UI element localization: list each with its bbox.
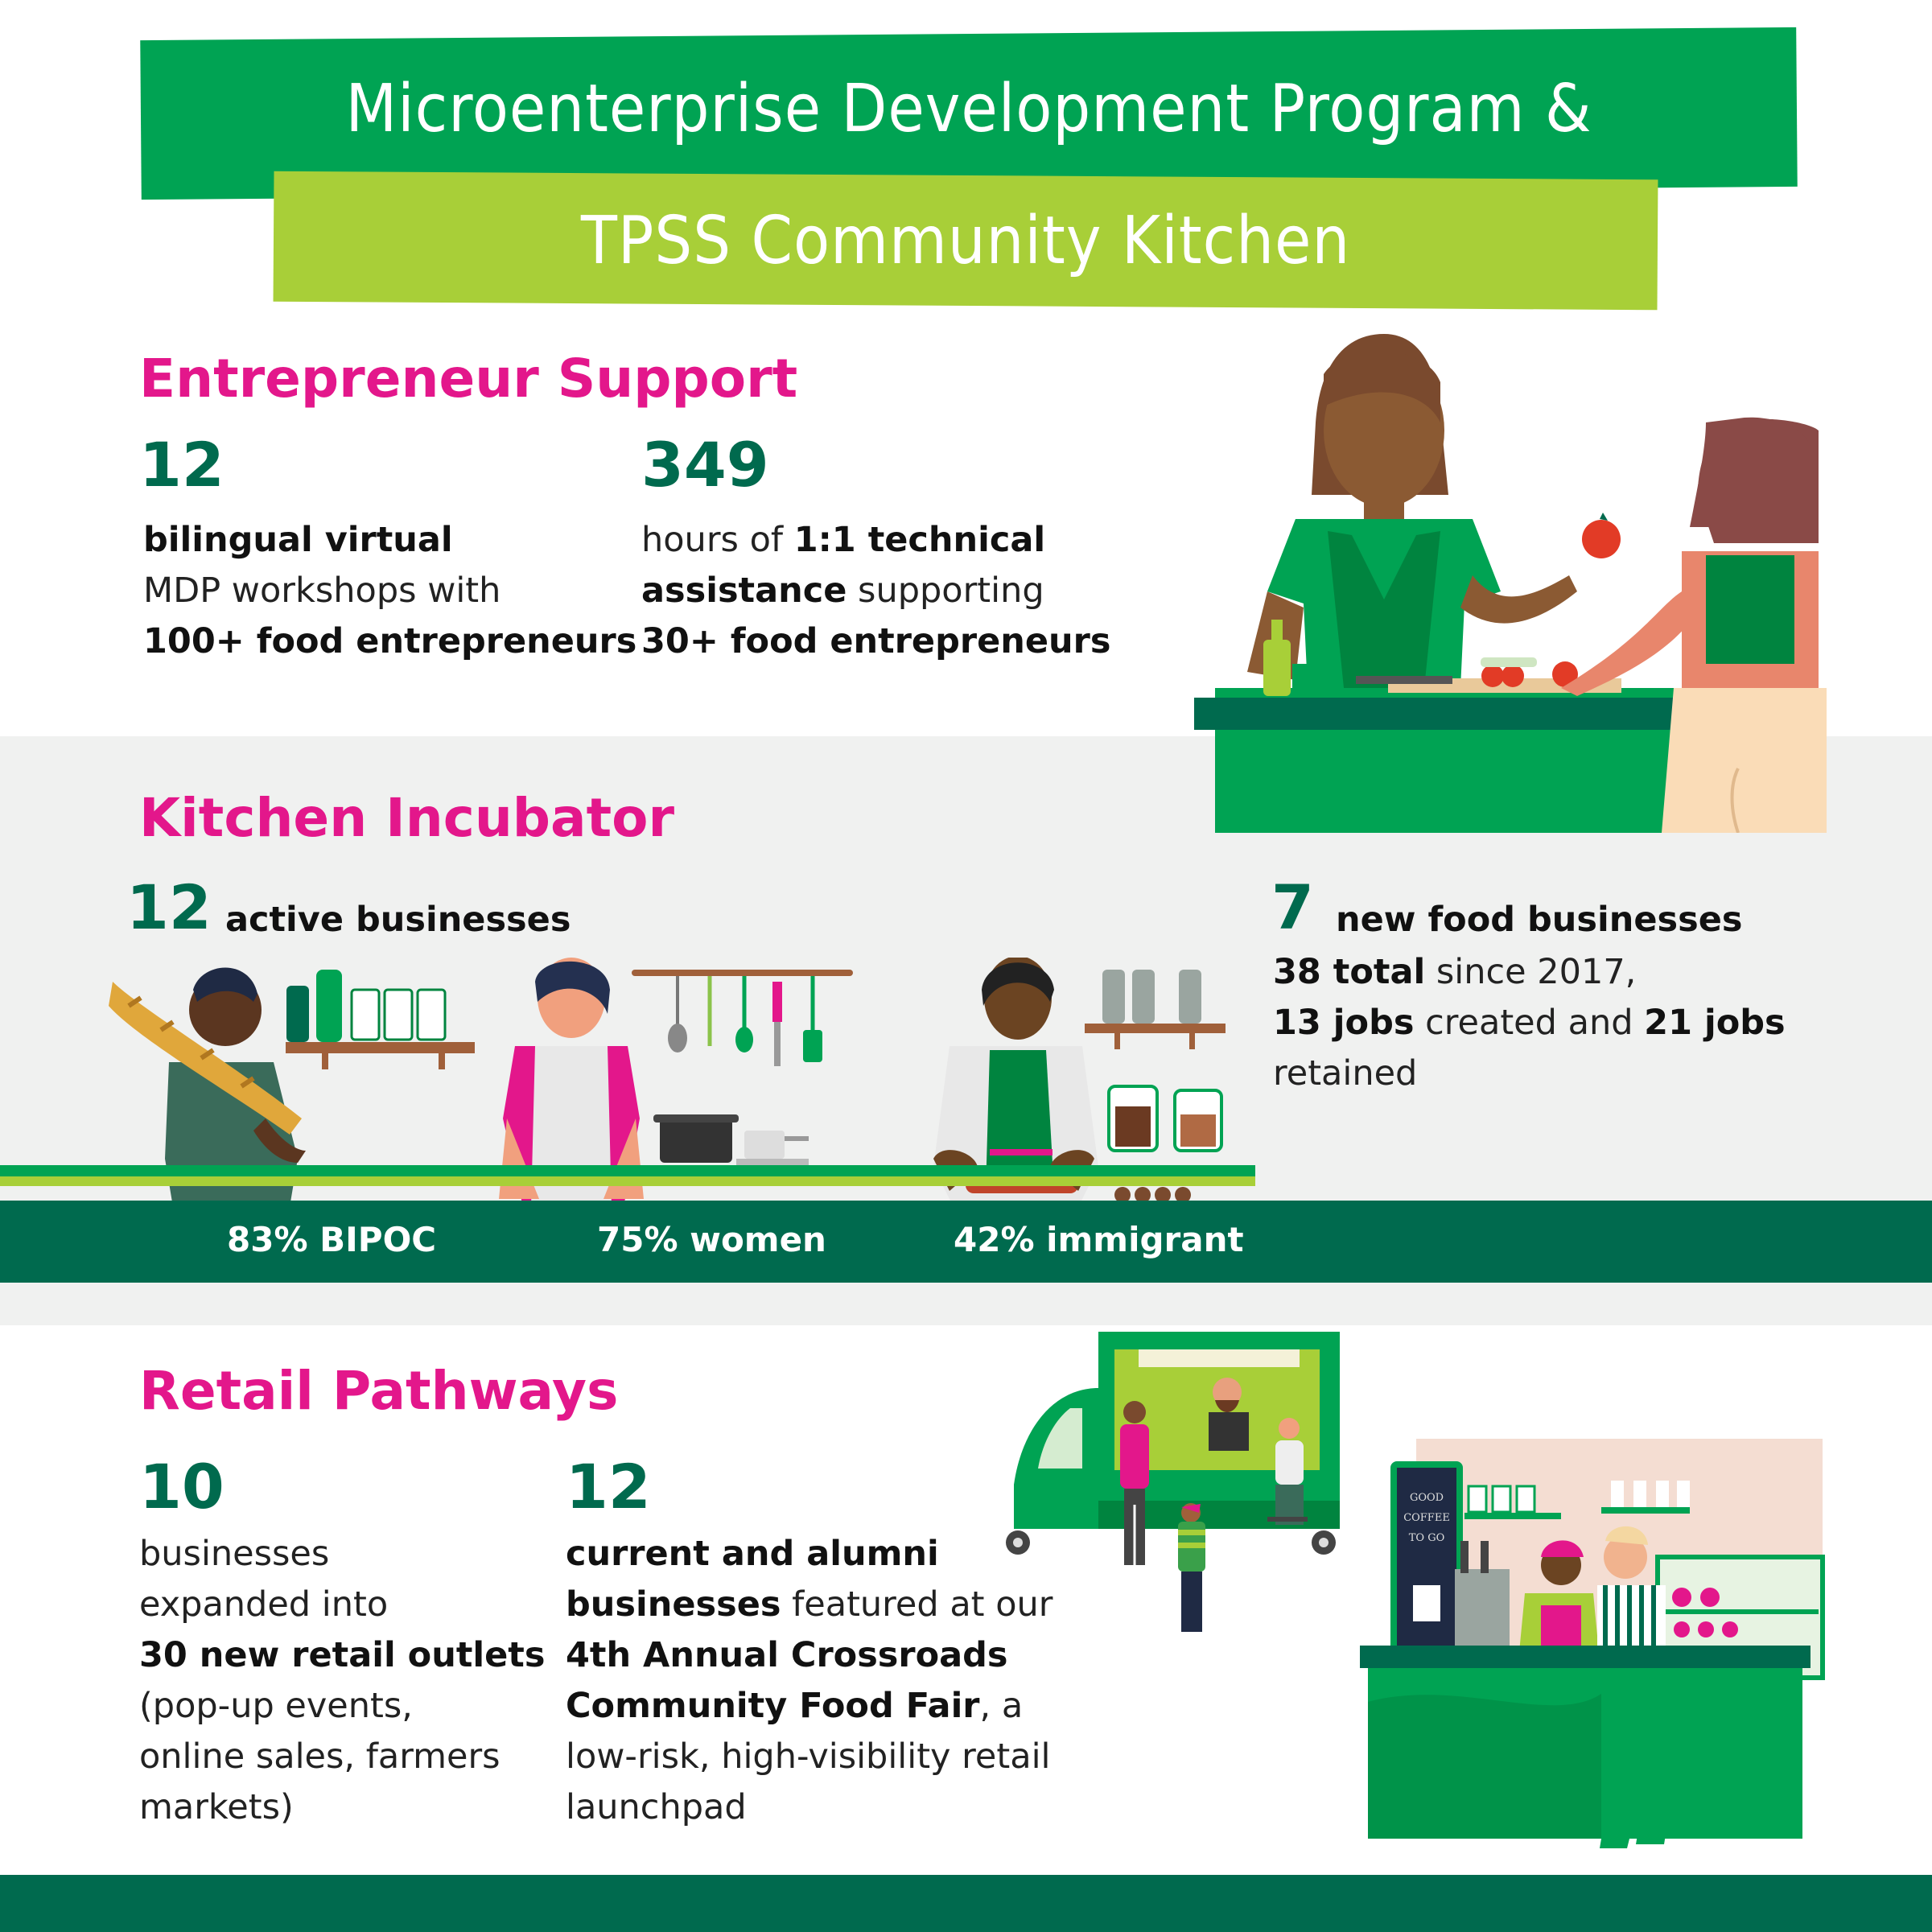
- chalkboard-line-3: TO GO: [1408, 1532, 1445, 1544]
- new-businesses-description: [1273, 947, 1901, 1099]
- title-line-2: TPSS Community Kitchen: [580, 203, 1351, 279]
- outlets-line-5: online sales, farmers: [139, 1736, 501, 1777]
- kitchen-incubator-illustration: [0, 958, 1255, 1207]
- stat-women: 75% women: [597, 1220, 826, 1259]
- kitchen-incubator-heading: Kitchen Incubator: [139, 787, 675, 849]
- hours-line-2-post: supporting: [847, 571, 1044, 611]
- title-line-1: Microenterprise Development Program &: [345, 71, 1592, 147]
- hours-line-3: 30+ food entrepreneurs: [641, 621, 1111, 661]
- hours-line-1-pre: hours of: [641, 520, 794, 560]
- stat-bipoc: 83% BIPOC: [227, 1220, 437, 1259]
- hours-line-1-bold: 1:1 technical: [793, 520, 1046, 560]
- fair-line-1: current and alumni: [566, 1534, 939, 1574]
- new-businesses-number: 7: [1271, 871, 1314, 943]
- retail-outlets-description: [139, 1529, 574, 1833]
- active-businesses-label: active businesses: [225, 900, 571, 940]
- retail-pathways-heading: Retail Pathways: [139, 1360, 619, 1422]
- fair-line-5: low-risk, high-visibility retail: [566, 1736, 1051, 1777]
- outlets-line-1: businesses: [139, 1534, 330, 1574]
- jobs-created-mid: created and: [1414, 1003, 1645, 1043]
- fair-line-2-post: featured at our: [781, 1584, 1053, 1625]
- jobs-created-bold: 13 jobs: [1273, 1003, 1415, 1043]
- cooking-women-illustration: [1183, 334, 1827, 833]
- outlets-line-6: markets): [139, 1787, 294, 1827]
- hours-description: [641, 515, 1221, 667]
- total-since-bold: 38 total: [1273, 952, 1426, 992]
- coffee-shop-illustration: [1360, 1436, 1835, 1855]
- workshops-line-2: MDP workshops with: [143, 571, 501, 611]
- workshops-line-1: bilingual virtual: [143, 520, 453, 560]
- outlets-line-2: expanded into: [139, 1584, 389, 1625]
- fair-line-6: launchpad: [566, 1787, 747, 1827]
- chalkboard-line-1: GOOD: [1409, 1492, 1444, 1504]
- food-fair-description: [566, 1529, 1065, 1833]
- outlets-line-4: (pop-up events,: [139, 1686, 413, 1726]
- food-truck-illustration: [998, 1332, 1352, 1670]
- fair-line-3: 4th Annual Crossroads: [566, 1635, 1008, 1675]
- food-fair-number: 12: [566, 1451, 651, 1522]
- fair-line-4-bold: Community Food Fair: [566, 1686, 980, 1726]
- outlets-line-3: 30 new retail outlets: [139, 1635, 546, 1675]
- workshops-line-3: 100+ food entrepreneurs: [143, 621, 637, 661]
- workshops-description: [143, 515, 642, 667]
- hours-line-2-bold: assistance: [641, 571, 847, 611]
- fair-line-2-bold: businesses: [566, 1584, 781, 1625]
- jobs-retained-bold: 21 jobs: [1644, 1003, 1786, 1043]
- chalkboard-line-2: COFFEE: [1403, 1512, 1450, 1524]
- entrepreneur-support-heading: Entrepreneur Support: [139, 348, 798, 410]
- total-since-post: since 2017,: [1425, 952, 1637, 992]
- stat-immigrant: 42% immigrant: [954, 1220, 1244, 1259]
- footer-bar: [0, 1875, 1932, 1932]
- fair-line-4-post: , a: [979, 1686, 1024, 1726]
- active-businesses-number: 12: [126, 871, 212, 943]
- hours-number: 349: [641, 429, 769, 501]
- retail-outlets-number: 10: [139, 1451, 225, 1522]
- new-businesses-label: new food businesses: [1336, 900, 1743, 940]
- retained-line: retained: [1273, 1053, 1418, 1094]
- workshops-number: 12: [139, 429, 225, 501]
